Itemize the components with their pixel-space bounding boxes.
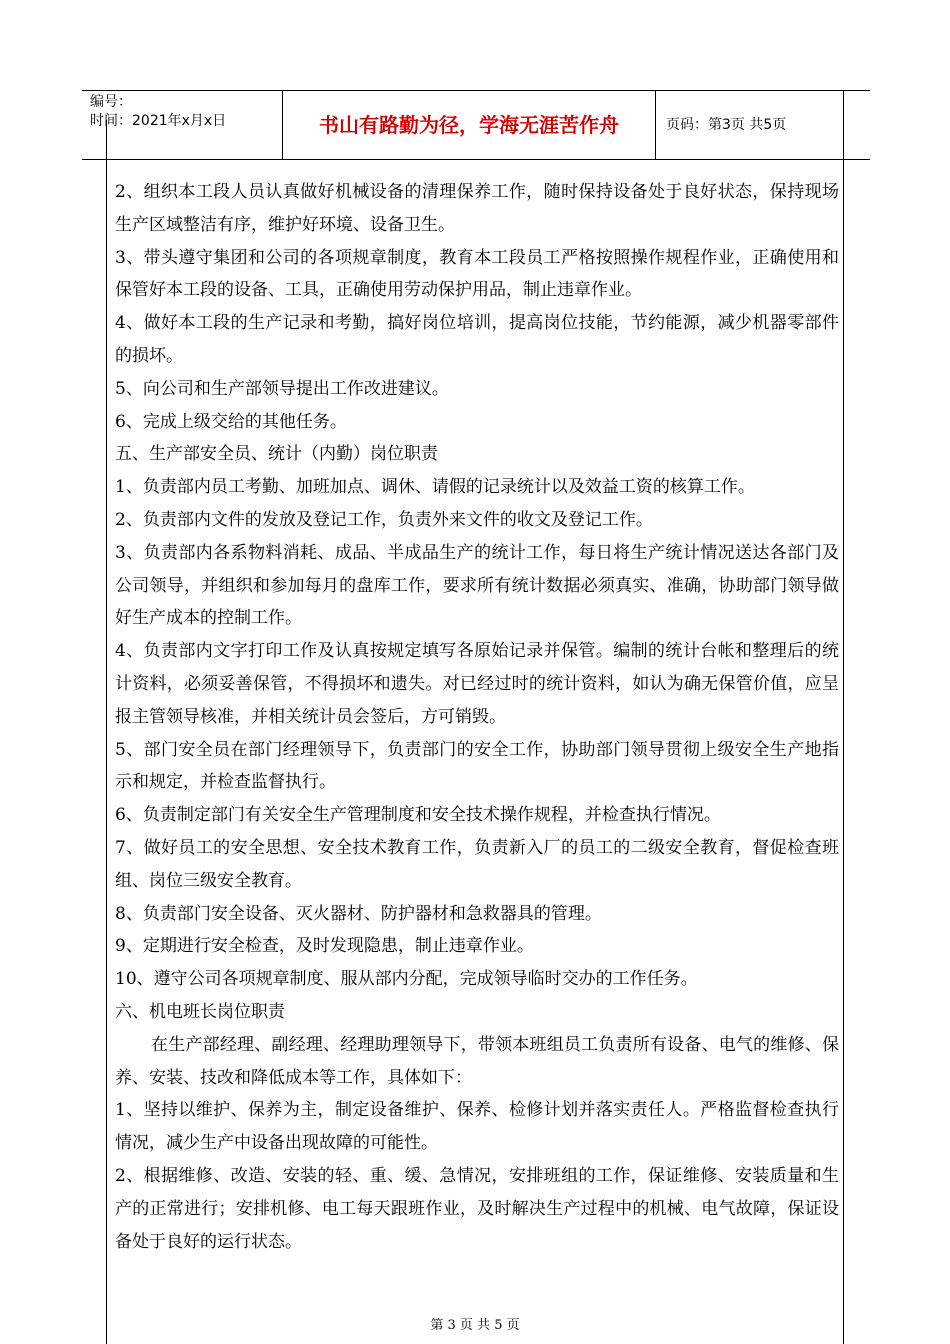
body-paragraph: 2、负责部内文件的发放及登记工作，负责外来文件的收文及登记工作。 [115, 509, 653, 530]
motto-text: 书山有路勤为径，学海无涯苦作舟 [319, 113, 619, 137]
body-paragraph: 2、组织本工段人员认真做好机械设备的清理保养工作，随时保持设备处于良好状态，保持现场生产区域整洁有序，维护好环境、设备卫生。 [115, 182, 839, 235]
body-paragraph: 五、生产部安全员、统计（内勤）岗位职责 [115, 444, 438, 465]
body-paragraph: 10、遵守公司各项规章制度、服从部内分配，完成领导临时交办的工作任务。 [115, 969, 698, 990]
body-paragraph: 3、负责部内各系物料消耗、成品、半成品生产的统计工作，每日将生产统计情况送达各部门及公司领导，并组织和参加每月的盘库工作，要求所有统计数据必须真实、准确，协助部门领导做好生产成本的控制工作。 [115, 542, 839, 629]
document-time-label: 时间：2021年x月x日 [90, 113, 227, 129]
body-paragraph: 1、坚持以维护、保养为主，制定设备维护、保养、检修计划并落实责任人。严格监督检查执行情况，减少生产中设备出现故障的可能性。 [115, 1100, 839, 1154]
page-header [82, 90, 870, 160]
body-paragraph: 1、负责部内员工考勤、加班加点、调休、请假的记录统计以及效益工资的核算工作。 [115, 477, 755, 498]
body-paragraph: 6、完成上级交给的其他任务。 [115, 411, 347, 432]
body-paragraph: 4、做好本工段的生产记录和考勤，搞好岗位培训，提高岗位技能，节约能源，减少机器零部件的损坏。 [115, 313, 839, 366]
document-code-label: 编号： [90, 94, 132, 110]
body-paragraph: 在生产部经理、副经理、经理助理领导下，带领本班组员工负责所有设备、电气的维修、保养、安装、技改和降低成本等工作，具体如下： [115, 1034, 839, 1088]
frame-left-border [106, 120, 107, 1344]
body-paragraph: 9、定期进行安全检查，及时发现隐患，制止违章作业。 [115, 936, 534, 957]
body-paragraph: 6、负责制定部门有关安全生产管理制度和安全技术操作规程，并检查执行情况。 [115, 805, 721, 826]
body-paragraph: 2、根据维修、改造、安装的轻、重、缓、急情况，安排班组的工作，保证维修、安装质量和生产的正常进行；安排机修、电工每天跟班作业，及时解决生产过程中的机械、电气故障，保证设备处于良好的运行状态。 [115, 1165, 839, 1252]
header-empty-cell [844, 91, 870, 159]
body-paragraph: 3、带头遵守集团和公司的各项规章制度，教育本工段员工严格按照操作规程作业，正确使用和保管好本工段的设备、工具，正确使用劳动保护用品，制止违章作业。 [115, 247, 839, 301]
header-page-cell [656, 91, 844, 159]
body-paragraph: 4、负责部内文字打印工作及认真按规定填写各原始记录并保管。编制的统计台帐和整理后的统计资料，必须妥善保管，不得损坏和遗失。对已经过时的统计资料，如认为确无保管价值，应呈报主管领导核准，并相关统计员会签后，方可销毁。 [115, 641, 839, 727]
body-paragraph: 六、机电班长岗位职责 [115, 1001, 285, 1022]
body-paragraph: 5、向公司和生产部领导提出工作改进建议。 [115, 378, 449, 399]
body-paragraph: 8、负责部门安全设备、灭火器材、防护器材和急救器具的管理。 [115, 903, 602, 924]
header-info-cell [82, 91, 282, 159]
body-paragraph: 5、部门安全员在部门经理领导下，负责部门的安全工作，协助部门领导贯彻上级安全生产地指示和规定，并检查监督执行。 [115, 739, 839, 793]
document-body [115, 176, 839, 1258]
page-footer: 第 3 页 共 5 页 [430, 1318, 520, 1333]
page-code-label: 页码：第3页 共5页 [666, 117, 787, 133]
body-paragraph: 7、做好员工的安全思想、安全技术教育工作，负责新入厂的员工的二级安全教育，督促检查班组、岗位三级安全教育。 [115, 837, 839, 891]
frame-right-border [843, 158, 844, 1344]
header-motto-cell [282, 91, 656, 159]
